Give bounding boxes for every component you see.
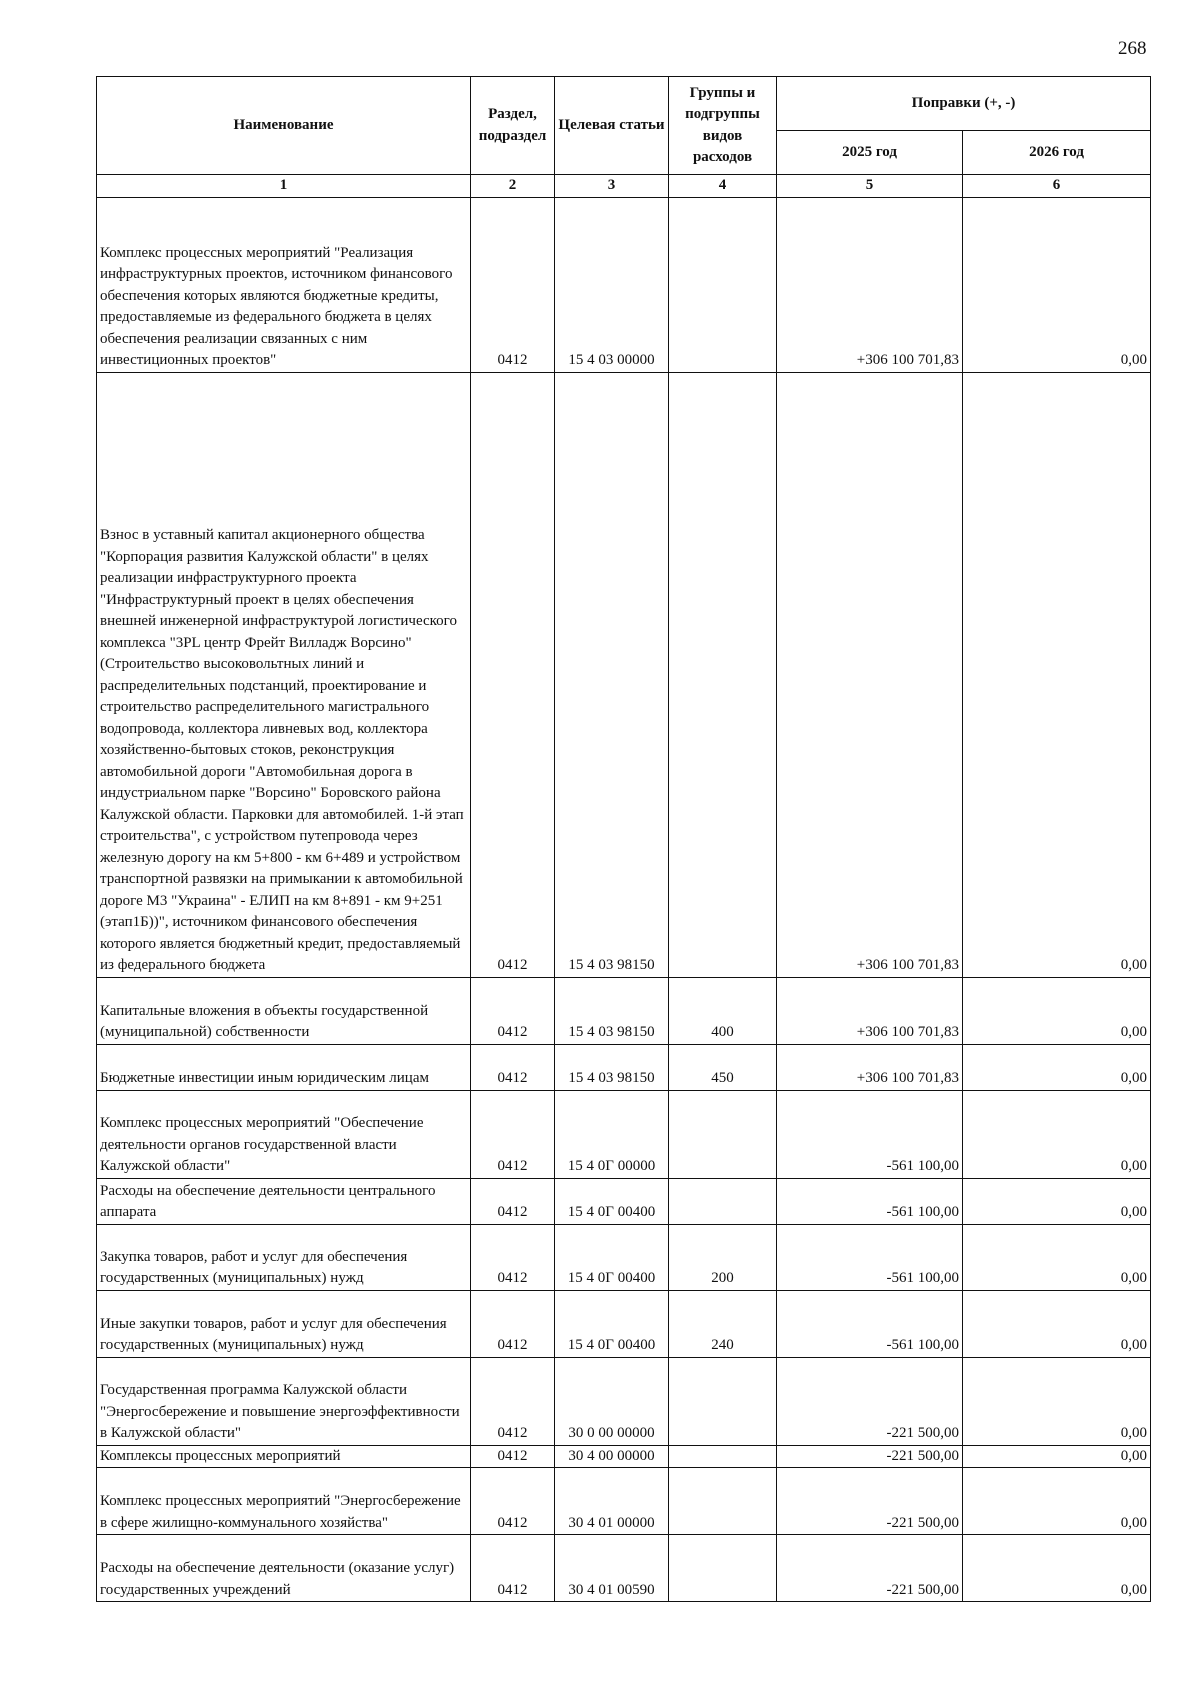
row-section: 0412 [471, 1468, 555, 1535]
row-section: 0412 [471, 372, 555, 977]
header-section: Раздел, подраздел [471, 77, 555, 175]
table-row [97, 977, 1151, 1044]
row-2026: 0,00 [963, 977, 1151, 1044]
row-group [669, 1178, 777, 1224]
row-2025: -561 100,00 [777, 1290, 963, 1357]
row-name: Комплексы процессных мероприятий [97, 1445, 471, 1468]
row-target: 15 4 0Г 00400 [555, 1224, 669, 1290]
row-2026: 0,00 [963, 1290, 1151, 1357]
row-section: 0412 [471, 1224, 555, 1290]
table-row [97, 1357, 1151, 1445]
row-2025: +306 100 701,83 [777, 1044, 963, 1090]
header-groups: Группы и подгруппы видов расходов [669, 77, 777, 175]
row-target: 15 4 0Г 00000 [555, 1090, 669, 1178]
header-number-2: 2 [471, 175, 555, 198]
row-2025: -561 100,00 [777, 1178, 963, 1224]
row-section: 0412 [471, 1044, 555, 1090]
row-section: 0412 [471, 1178, 555, 1224]
header-number-6: 6 [963, 175, 1151, 198]
table-row [97, 1224, 1151, 1290]
row-2026: 0,00 [963, 372, 1151, 977]
table-row [97, 1178, 1151, 1224]
header-2026: 2026 год [963, 131, 1151, 175]
row-target: 15 4 0Г 00400 [555, 1178, 669, 1224]
row-name: Капитальные вложения в объекты государственной (муниципальной) собственности [97, 977, 471, 1044]
row-section: 0412 [471, 1357, 555, 1445]
row-2026: 0,00 [963, 1445, 1151, 1468]
row-name: Комплекс процессных мероприятий "Энергосбережение в сфере жилищно-коммунального хозяйства" [97, 1468, 471, 1535]
table-row [97, 372, 1151, 977]
row-target: 30 4 01 00590 [555, 1535, 669, 1602]
header-2025: 2025 год [777, 131, 963, 175]
row-target: 30 0 00 00000 [555, 1357, 669, 1445]
row-name: Расходы на обеспечение деятельности (оказание услуг) государственных учреждений [97, 1535, 471, 1602]
row-group [669, 1535, 777, 1602]
row-2025: +306 100 701,83 [777, 372, 963, 977]
row-name: Государственная программа Калужской области "Энергосбережение и повышение энергоэффективности в Калужской области" [97, 1357, 471, 1445]
row-group [669, 197, 777, 372]
header-number-4: 4 [669, 175, 777, 198]
row-group: 450 [669, 1044, 777, 1090]
row-name: Взнос в уставный капитал акционерного общества "Корпорация развития Калужской области" в целях реализации инфраструктурного проекта "Инфраструктурный проект в целях обеспечения внешней инженерной инфраструктурой логистического комплекса "3PL центр Фрейт Вилладж Ворсино" (Строительство высоковольтных линий и распределительных подстанций, проектирование и строительство распределительного магистрального водопровода, коллектора ливневых вод, коллектора хозяйственно-бытовых стоков, реконструкция автомобильной дороги "Автомобильная дорога в индустриальном парке "Ворсино" Боровского района Калужской области. Парковки для автомобилей. 1-й этап строительства", с устройством путепровода через железную дорогу на км 5+800 - км 6+489 и устройством транспортной развязки на примыкании к автомобильной дороге М3 "Украина" - ЕЛИП на км 8+891 - км 9+251 (этап1Б))", источником финансового обеспечения которого является бюджетный кредит, предоставляемый из федерального бюджета [97, 372, 471, 977]
row-section: 0412 [471, 197, 555, 372]
row-target: 30 4 01 00000 [555, 1468, 669, 1535]
page-number: 268 [1118, 38, 1147, 59]
row-group: 400 [669, 977, 777, 1044]
row-group [669, 1445, 777, 1468]
row-2026: 0,00 [963, 1535, 1151, 1602]
table-row [97, 1445, 1151, 1468]
row-2025: -221 500,00 [777, 1535, 963, 1602]
row-2026: 0,00 [963, 197, 1151, 372]
row-name: Расходы на обеспечение деятельности центрального аппарата [97, 1178, 471, 1224]
row-name: Бюджетные инвестиции иным юридическим лицам [97, 1044, 471, 1090]
row-2026: 0,00 [963, 1357, 1151, 1445]
table-row [97, 1044, 1151, 1090]
row-section: 0412 [471, 977, 555, 1044]
row-2025: -221 500,00 [777, 1468, 963, 1535]
row-2026: 0,00 [963, 1224, 1151, 1290]
row-target: 15 4 0Г 00400 [555, 1290, 669, 1357]
row-group [669, 1468, 777, 1535]
row-target: 15 4 03 00000 [555, 197, 669, 372]
table-row [97, 1090, 1151, 1178]
row-name: Комплекс процессных мероприятий "Обеспечение деятельности органов государственной власти Калужской области" [97, 1090, 471, 1178]
row-2025: -221 500,00 [777, 1357, 963, 1445]
row-name: Иные закупки товаров, работ и услуг для обеспечения государственных (муниципальных) нужд [97, 1290, 471, 1357]
row-group: 200 [669, 1224, 777, 1290]
table-row [97, 197, 1151, 372]
row-2026: 0,00 [963, 1178, 1151, 1224]
row-2025: +306 100 701,83 [777, 197, 963, 372]
row-section: 0412 [471, 1445, 555, 1468]
row-target: 15 4 03 98150 [555, 372, 669, 977]
table-row [97, 1290, 1151, 1357]
row-target: 15 4 03 98150 [555, 1044, 669, 1090]
header-number-3: 3 [555, 175, 669, 198]
table-row [97, 1468, 1151, 1535]
row-2025: +306 100 701,83 [777, 977, 963, 1044]
row-section: 0412 [471, 1090, 555, 1178]
row-group: 240 [669, 1290, 777, 1357]
table-row [97, 1535, 1151, 1602]
row-2025: -561 100,00 [777, 1224, 963, 1290]
row-section: 0412 [471, 1290, 555, 1357]
row-group [669, 1357, 777, 1445]
header-number-5: 5 [777, 175, 963, 198]
row-2026: 0,00 [963, 1044, 1151, 1090]
header-amendments: Поправки (+, -) [777, 77, 1151, 131]
row-name: Закупка товаров, работ и услуг для обеспечения государственных (муниципальных) нужд [97, 1224, 471, 1290]
row-target: 15 4 03 98150 [555, 977, 669, 1044]
header-target: Целевая статьи [555, 77, 669, 175]
row-section: 0412 [471, 1535, 555, 1602]
row-2025: -561 100,00 [777, 1090, 963, 1178]
row-2026: 0,00 [963, 1468, 1151, 1535]
row-group [669, 1090, 777, 1178]
header-number-1: 1 [97, 175, 471, 198]
row-2025: -221 500,00 [777, 1445, 963, 1468]
row-2026: 0,00 [963, 1090, 1151, 1178]
budget-amendments-table [96, 76, 1151, 1602]
header-name: Наименование [97, 77, 471, 175]
row-target: 30 4 00 00000 [555, 1445, 669, 1468]
row-group [669, 372, 777, 977]
row-name: Комплекс процессных мероприятий "Реализация инфраструктурных проектов, источником финансового обеспечения которых являются бюджетные кредиты, предоставляемые из федерального бюджета в целях обеспечения реализации связанных с ним инвестиционных проектов" [97, 197, 471, 372]
